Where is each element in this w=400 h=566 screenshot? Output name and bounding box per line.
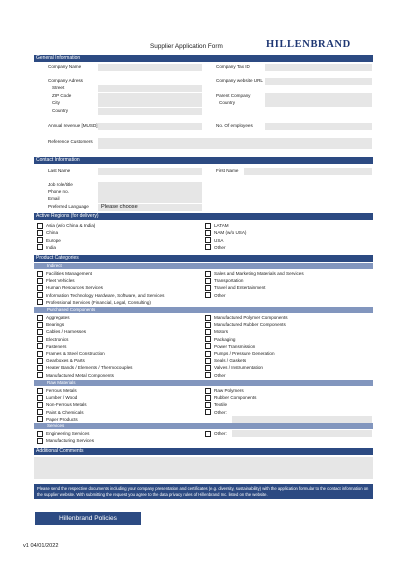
subheader-raw-materials: Raw Materials <box>34 380 373 386</box>
checkbox-item-asia-w-o-china-india[interactable] <box>37 222 197 229</box>
checkbox-item-non-ferrous-metals[interactable] <box>37 401 202 408</box>
last-name-label: Last Name <box>48 168 71 173</box>
checkbox[interactable] <box>37 322 43 328</box>
checkbox[interactable] <box>205 431 211 437</box>
checkbox-item-textile[interactable] <box>205 401 370 408</box>
company-name-field[interactable] <box>98 64 202 71</box>
subheader-services: Services <box>34 423 373 429</box>
checkbox-item-frames-steel-construction[interactable] <box>37 350 202 357</box>
checkbox-label: Aggregates <box>46 315 70 320</box>
checkbox[interactable] <box>37 244 43 250</box>
checkbox[interactable] <box>37 402 43 408</box>
checkbox-item-fleet-vehicles[interactable] <box>37 277 202 284</box>
parent-country-field[interactable] <box>265 100 372 107</box>
checkbox-label: Rubber Components <box>214 395 257 401</box>
checkbox-item-power-transmission[interactable] <box>205 343 370 350</box>
checkbox-item-lumber-wood[interactable] <box>37 394 202 401</box>
checkbox-label: Pumps / Pressure Generation <box>214 351 275 356</box>
checkbox[interactable] <box>37 351 43 357</box>
employees-label: No. Of employees <box>216 123 253 128</box>
street-label: Street <box>52 85 65 90</box>
zip-label: ZIP Code <box>52 93 72 98</box>
checkbox-item-facilities-management[interactable] <box>37 270 202 277</box>
checkbox-item-cables-harnesses[interactable] <box>37 328 202 335</box>
checkbox[interactable] <box>37 223 43 229</box>
checkbox[interactable] <box>37 336 43 342</box>
checkbox-label: Asia (w/o China & India) <box>46 223 96 228</box>
section-header-comments: Additional Comments <box>34 448 373 455</box>
checkbox[interactable] <box>205 365 211 371</box>
form-title: Supplier Application Form <box>150 43 223 50</box>
checkbox-item-manufactured-polymer-components[interactable] <box>205 314 370 321</box>
checkbox-item-professional-services-financial-legal-consulting[interactable] <box>37 299 202 306</box>
last-name-field[interactable] <box>98 168 202 175</box>
checkbox-label: Other: <box>214 409 227 415</box>
job-role-field[interactable] <box>98 182 202 189</box>
checkbox-label: Packaging <box>214 336 236 342</box>
checkbox[interactable] <box>205 388 211 394</box>
checkbox[interactable] <box>37 395 43 401</box>
checkbox[interactable] <box>205 343 211 349</box>
checkbox-label: Non-Ferrous Metals <box>46 402 87 408</box>
checkbox[interactable] <box>37 299 43 305</box>
checkbox-label: Fasteners <box>46 343 67 349</box>
checkbox-label: Information Technology Hardware, Software, and Services <box>46 292 165 298</box>
checkbox[interactable] <box>37 388 43 394</box>
section-header-regions: Active Regions (for delivery) <box>34 213 373 220</box>
section-header-products: Product Categories <box>34 255 373 262</box>
checkbox-label: Manufactured Metal Components <box>46 372 114 378</box>
parent-company-field[interactable] <box>265 93 372 100</box>
checkbox-item-information-technology-hardware-software-and-services[interactable] <box>37 292 202 299</box>
checkbox-label: Frames & Steel Construction <box>46 351 105 356</box>
checkbox[interactable] <box>37 372 43 378</box>
checkbox[interactable] <box>37 285 43 291</box>
checkbox-item-human-resources-services[interactable] <box>37 284 202 291</box>
checkbox-label: Other <box>214 244 226 250</box>
checkbox-label: Manufactured Rubber Components <box>214 322 286 328</box>
checkbox[interactable] <box>205 358 211 364</box>
company-name-label: Company Name <box>48 64 82 69</box>
zip-field[interactable] <box>98 93 202 100</box>
checkbox[interactable] <box>205 292 211 298</box>
parent-company-label: Parent Company <box>216 93 251 98</box>
checkbox-item-sales-and-marketing-materials-and-services[interactable] <box>205 270 370 277</box>
checkbox[interactable] <box>37 315 43 321</box>
checkbox-label: China <box>46 230 59 236</box>
phone-label: Phone no. <box>48 189 69 194</box>
checkbox-item-electronics[interactable] <box>37 336 202 343</box>
checkbox-item-travel-and-entertainment[interactable] <box>205 284 370 291</box>
checkbox[interactable] <box>37 416 43 422</box>
checkbox-label: Bearings <box>46 322 65 328</box>
checkbox[interactable] <box>37 271 43 277</box>
checkbox-label: NAM (w/o USA) <box>214 230 247 236</box>
checkbox[interactable] <box>205 336 211 342</box>
checkbox[interactable] <box>37 237 43 243</box>
checkbox-item-pumps-pressure-generation[interactable] <box>205 350 370 357</box>
checkbox[interactable] <box>37 365 43 371</box>
street-field[interactable] <box>98 85 202 92</box>
checkbox[interactable] <box>37 358 43 364</box>
email-field[interactable] <box>98 196 202 203</box>
job-role-label: Job role/title <box>48 182 73 187</box>
annual-revenue-field[interactable] <box>98 123 202 130</box>
checkbox-label: Valves / Instrumentation <box>214 365 263 371</box>
first-name-field[interactable] <box>244 168 372 175</box>
checkbox-label: Professional Services (Financial, Legal, Consulting) <box>46 299 151 305</box>
checkbox-label: Fleet Vehicles <box>46 278 75 284</box>
checkbox-item-other[interactable] <box>205 372 370 379</box>
checkbox-item-manufactured-rubber-components[interactable] <box>205 321 370 328</box>
other-specify-field[interactable] <box>232 430 372 437</box>
checkbox-item-heater-bands-elements-thermocouples[interactable] <box>37 364 202 371</box>
checkbox[interactable] <box>205 409 211 415</box>
checkbox-label: Paper Products <box>46 416 78 422</box>
checkbox-item-raw-polymers[interactable] <box>205 387 370 394</box>
checkbox[interactable] <box>205 329 211 335</box>
version-label: v1 04/01/2022 <box>23 543 59 549</box>
checkbox-item-paper-products[interactable] <box>37 416 202 423</box>
checkbox-item-transportation[interactable] <box>205 277 370 284</box>
company-logo: HILLENBRAND <box>266 39 351 50</box>
checkbox[interactable] <box>205 223 211 229</box>
checkbox-label: Manufacturing Services <box>46 438 95 444</box>
checkbox[interactable] <box>205 244 211 250</box>
checkbox-label: Motors <box>214 329 229 335</box>
checkbox-label: Raw Polymers <box>214 388 244 393</box>
company-website-field[interactable] <box>265 78 372 85</box>
checkbox-item-manufacturing-services[interactable] <box>37 437 202 444</box>
checkbox-label: Gearboxes & Parts <box>46 358 85 364</box>
checkbox-item-fasteners[interactable] <box>37 343 202 350</box>
checkbox[interactable] <box>205 237 211 243</box>
checkbox-item-other[interactable] <box>205 292 370 299</box>
checkbox-item-manufactured-metal-components[interactable] <box>37 372 202 379</box>
comments-field[interactable] <box>34 457 373 479</box>
checkbox[interactable] <box>205 395 211 401</box>
checkbox[interactable] <box>37 278 43 284</box>
checkbox[interactable] <box>37 329 43 335</box>
checkbox-item-valves-instrumentation[interactable] <box>205 364 370 371</box>
checkbox-label: Paint & Chemicals <box>46 409 84 415</box>
company-tax-id-label: Company Tax ID <box>216 64 250 69</box>
hillenbrand-policies-button[interactable]: Hillenbrand Policies <box>35 512 141 525</box>
section-header-contact: Contact Information <box>34 157 373 164</box>
subheader-indirect: Indirect <box>34 263 373 269</box>
checkbox[interactable] <box>37 438 43 444</box>
checkbox-label: Europe <box>46 237 61 243</box>
checkbox-label: Textile <box>214 402 228 408</box>
checkbox-item-packaging[interactable] <box>205 336 370 343</box>
company-website-label: Company website URL <box>216 78 263 83</box>
country-label: Country <box>52 108 69 113</box>
reference-customers-label: Reference Customers <box>48 139 93 144</box>
checkbox-label: Ferrous Metals <box>46 388 77 393</box>
checkbox[interactable] <box>205 351 211 357</box>
checkbox-item-motors[interactable] <box>205 328 370 335</box>
checkbox[interactable] <box>37 343 43 349</box>
subheader-purchased-components: Purchased Components <box>34 307 373 313</box>
checkbox-item-ferrous-metals[interactable] <box>37 387 202 394</box>
checkbox[interactable] <box>37 409 43 415</box>
checkbox[interactable] <box>205 315 211 321</box>
checkbox-item-rubber-components[interactable] <box>205 394 370 401</box>
reference-customers-field[interactable] <box>98 138 372 149</box>
employees-field[interactable] <box>265 123 372 130</box>
checkbox-item-gearboxes-parts[interactable] <box>37 357 202 364</box>
checkbox-item-india[interactable] <box>37 244 197 251</box>
checkbox[interactable] <box>205 271 211 277</box>
checkbox-label: Human Resources Services <box>46 285 103 291</box>
checkbox[interactable] <box>205 278 211 284</box>
country-field[interactable] <box>98 108 202 115</box>
checkbox[interactable] <box>205 285 211 291</box>
city-field[interactable] <box>98 100 202 107</box>
language-select[interactable]: Please choose <box>98 204 202 211</box>
checkbox-item-china[interactable] <box>37 229 197 236</box>
phone-field[interactable] <box>98 189 202 196</box>
city-label: City <box>52 100 60 105</box>
checkbox-item-nam-w-o-usa[interactable] <box>205 229 365 236</box>
checkbox-label: Power Transmission <box>214 343 256 349</box>
checkbox-item-engineering-services[interactable] <box>37 430 202 437</box>
annual-revenue-label: Annual revenue [MUSD] <box>48 123 98 128</box>
checkbox-label: Transportation <box>214 278 244 284</box>
checkbox-label: Electronics <box>46 336 69 342</box>
checkbox-item-paint-chemicals[interactable] <box>37 409 202 416</box>
language-label: Preferred Language <box>48 204 89 209</box>
parent-country-label: Country <box>219 100 236 105</box>
checkbox[interactable] <box>37 230 43 236</box>
checkbox-label: Other <box>214 372 226 378</box>
checkbox-label: LATAM <box>214 223 229 228</box>
checkbox-label: Other <box>214 292 226 298</box>
section-header-general: General Information <box>34 55 373 62</box>
other-specify-field[interactable] <box>232 416 372 423</box>
checkbox-label: Heater Bands / Elements / Thermocouples <box>46 365 133 371</box>
checkbox[interactable] <box>205 372 211 378</box>
checkbox-item-seals-gaskets[interactable] <box>205 357 370 364</box>
checkbox-label: Lumber / Wood <box>46 395 78 401</box>
checkbox-item-other[interactable] <box>205 409 370 416</box>
checkbox-label: Seals / Gaskets <box>214 358 247 364</box>
checkbox-label: Facilities Management <box>46 271 92 276</box>
checkbox[interactable] <box>205 402 211 408</box>
checkbox-item-bearings[interactable] <box>37 321 202 328</box>
checkbox-item-europe[interactable] <box>37 237 197 244</box>
checkbox-label: USA <box>214 237 224 243</box>
checkbox-label: Manufactured Polymer Components <box>214 315 288 320</box>
checkbox-item-other[interactable] <box>205 244 365 251</box>
first-name-label: First Name <box>216 168 239 173</box>
checkbox[interactable] <box>205 322 211 328</box>
company-tax-id-field[interactable] <box>265 64 372 71</box>
company-address-label: Company Adress <box>48 78 83 83</box>
checkbox[interactable] <box>37 292 43 298</box>
checkbox-item-latam[interactable] <box>205 222 365 229</box>
checkbox-label: Cables / Harnesses <box>46 329 87 335</box>
checkbox-label: India <box>46 244 56 250</box>
checkbox-item-aggregates[interactable] <box>37 314 202 321</box>
checkbox-label: Engineering Services <box>46 431 90 436</box>
submission-notice: Please send the respective documents including your company presentation and certificates (e.g. diversity, sustainability) with the application formular to the contact information on the supplier website. With submitting the request you agree to the data privacy rules of Hillenbrand Inc. listed on the website. <box>34 484 373 499</box>
checkbox[interactable] <box>205 230 211 236</box>
checkbox-item-usa[interactable] <box>205 237 365 244</box>
checkbox-label: Travel and Entertainment <box>214 285 266 291</box>
checkbox-label: Other: <box>214 431 227 436</box>
email-label: Email <box>48 196 60 201</box>
checkbox[interactable] <box>37 431 43 437</box>
checkbox-label: Sales and Marketing Materials and Services <box>214 271 304 276</box>
